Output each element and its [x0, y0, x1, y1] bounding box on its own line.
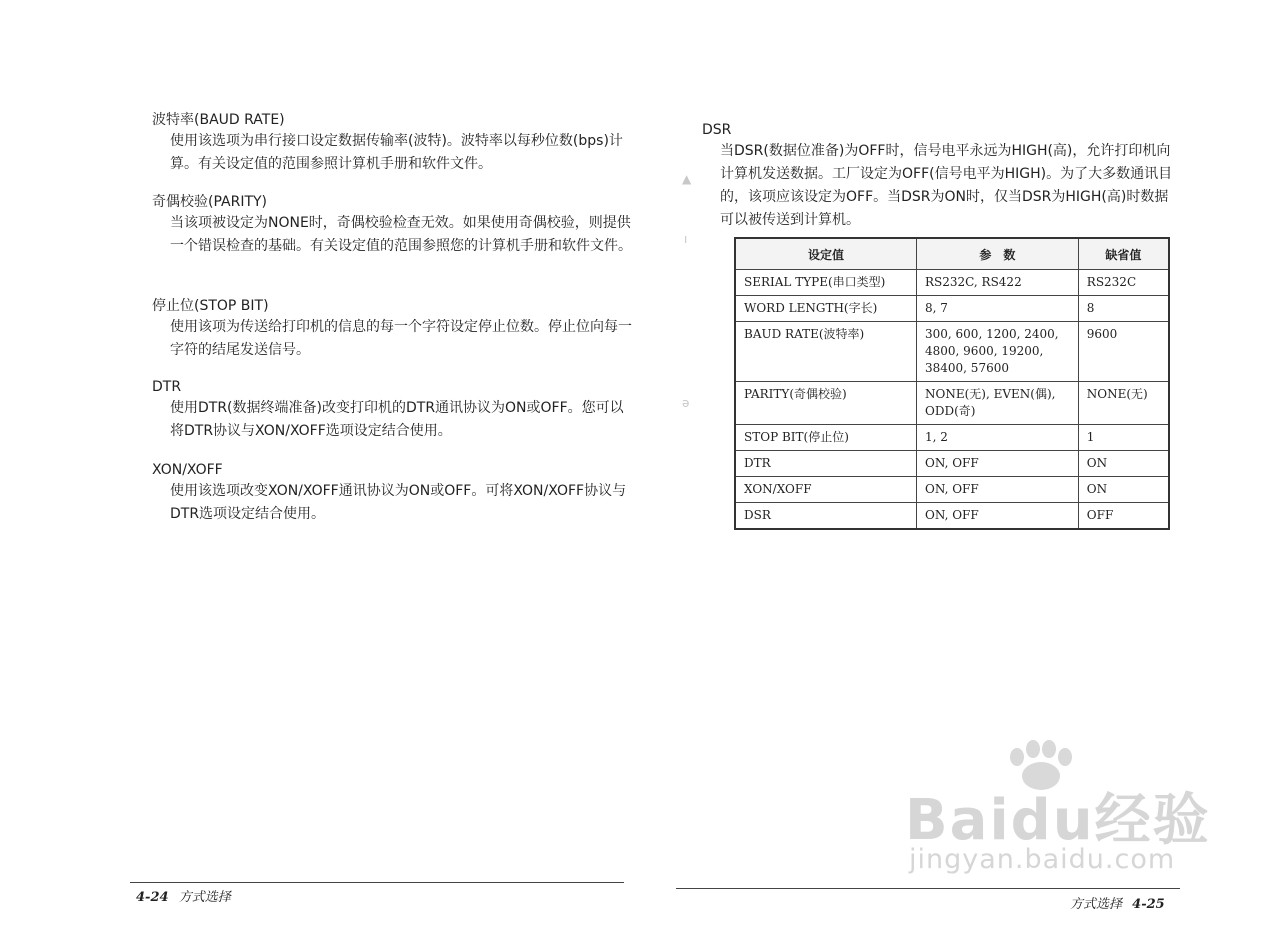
table-row	[735, 451, 1169, 477]
values-cell: 300, 600, 1200, 2400, 4800, 9600, 19200, 38400, 57600	[917, 322, 1079, 382]
section-title: 波特率(BAUD RATE)	[152, 112, 285, 128]
column-header: 参 数	[917, 238, 1079, 270]
footer-rule	[130, 882, 624, 883]
table-row	[735, 270, 1169, 296]
section-body: 使用该项为传送给打印机的信息的每一个字符设定停止位数。停止位向每一字符的结尾发送信号。	[170, 319, 632, 358]
table-row	[735, 322, 1169, 382]
default-cell: RS232C	[1078, 270, 1169, 296]
right-footer	[1070, 893, 1171, 912]
section-title: DTR	[152, 379, 182, 395]
watermark-url: jingyan.baidu.com	[909, 844, 1176, 875]
table-row	[735, 382, 1169, 425]
setting-cell: STOP BIT(停止位)	[735, 425, 917, 451]
values-cell: ON, OFF	[917, 451, 1079, 477]
section-title: XON/XOFF	[152, 462, 223, 478]
default-cell: ON	[1078, 451, 1169, 477]
setting-cell: PARITY(奇偶校验)	[735, 382, 917, 425]
section-parity	[152, 192, 632, 258]
section-body: 当DSR(数据位准备)为OFF时，信号电平永远为HIGH(高)，允许打印机向计算机发送数据。工厂设定为OFF(信号电平为HIGH)。为了大多数通讯目的，该项应该设定为OFF。当DSR为ON时，仅当DSR为HIGH(高)时数据可以被传送到计算机。	[720, 143, 1173, 228]
setting-cell: XON/XOFF	[735, 477, 917, 503]
section-body: 使用DTR(数据终端准备)改变打印机的DTR通讯协议为ON或OFF。您可以将DTR协议与XON/XOFF选项设定结合使用。	[170, 400, 624, 439]
chapter-title: 方式选择	[178, 890, 231, 905]
default-cell: ON	[1078, 477, 1169, 503]
values-cell: 1, 2	[917, 425, 1079, 451]
setting-cell: DTR	[735, 451, 917, 477]
default-cell: OFF	[1078, 503, 1169, 530]
values-cell: NONE(无), EVEN(偶), ODD(奇)	[917, 382, 1079, 425]
scan-artifact-icon: ǝ	[682, 396, 690, 410]
section-title: 奇偶校验(PARITY)	[152, 194, 268, 210]
page-number: 4-24	[136, 890, 169, 905]
values-cell: 8, 7	[917, 296, 1079, 322]
scan-artifact-icon: ı	[684, 232, 688, 246]
section-body: 当该项被设定为NONE时，奇偶校验检查无效。如果使用奇偶校验，则提供一个错误检查的基础。有关设定值的范围参照您的计算机手册和软件文件。	[170, 215, 632, 254]
section-body: 使用该选项为串行接口设定数据传输率(波特)。波特率以每秒位数(bps)计算。有关设定值的范围参照计算机手册和软件文件。	[170, 133, 623, 172]
section-xon-xoff	[152, 460, 632, 526]
default-cell: 1	[1078, 425, 1169, 451]
column-header: 缺省值	[1078, 238, 1169, 270]
scan-artifact-icon: ▲	[682, 172, 692, 186]
table-header-row	[735, 238, 1169, 270]
setting-cell: BAUD RATE(波特率)	[735, 322, 917, 382]
default-cell: 9600	[1078, 322, 1169, 382]
setting-cell: WORD LENGTH(字长)	[735, 296, 917, 322]
left-footer	[130, 886, 231, 905]
section-title: 停止位(STOP BIT)	[152, 298, 269, 314]
section-dsr	[702, 120, 1174, 232]
setting-cell: DSR	[735, 503, 917, 530]
section-stop-bit	[152, 296, 632, 362]
table-row	[735, 296, 1169, 322]
section-dtr	[152, 377, 632, 443]
section-body: 使用该选项改变XON/XOFF通讯协议为ON或OFF。可将XON/XOFF协议与DTR选项设定结合使用。	[170, 483, 627, 522]
default-cell: NONE(无)	[1078, 382, 1169, 425]
table-row	[735, 477, 1169, 503]
chapter-title: 方式选择	[1070, 897, 1123, 912]
section-baud-rate	[152, 110, 632, 176]
settings-table	[734, 237, 1170, 530]
setting-cell: SERIAL TYPE(串口类型)	[735, 270, 917, 296]
column-header: 设定值	[735, 238, 917, 270]
section-title: DSR	[702, 122, 732, 138]
page-number: 4-25	[1132, 897, 1165, 912]
values-cell: ON, OFF	[917, 477, 1079, 503]
table-row	[735, 503, 1169, 530]
watermark-brand: Baidu经验	[905, 788, 1211, 853]
values-cell: RS232C, RS422	[917, 270, 1079, 296]
default-cell: 8	[1078, 296, 1169, 322]
table-row	[735, 425, 1169, 451]
baidu-watermark	[905, 740, 1211, 890]
values-cell: ON, OFF	[917, 503, 1079, 530]
